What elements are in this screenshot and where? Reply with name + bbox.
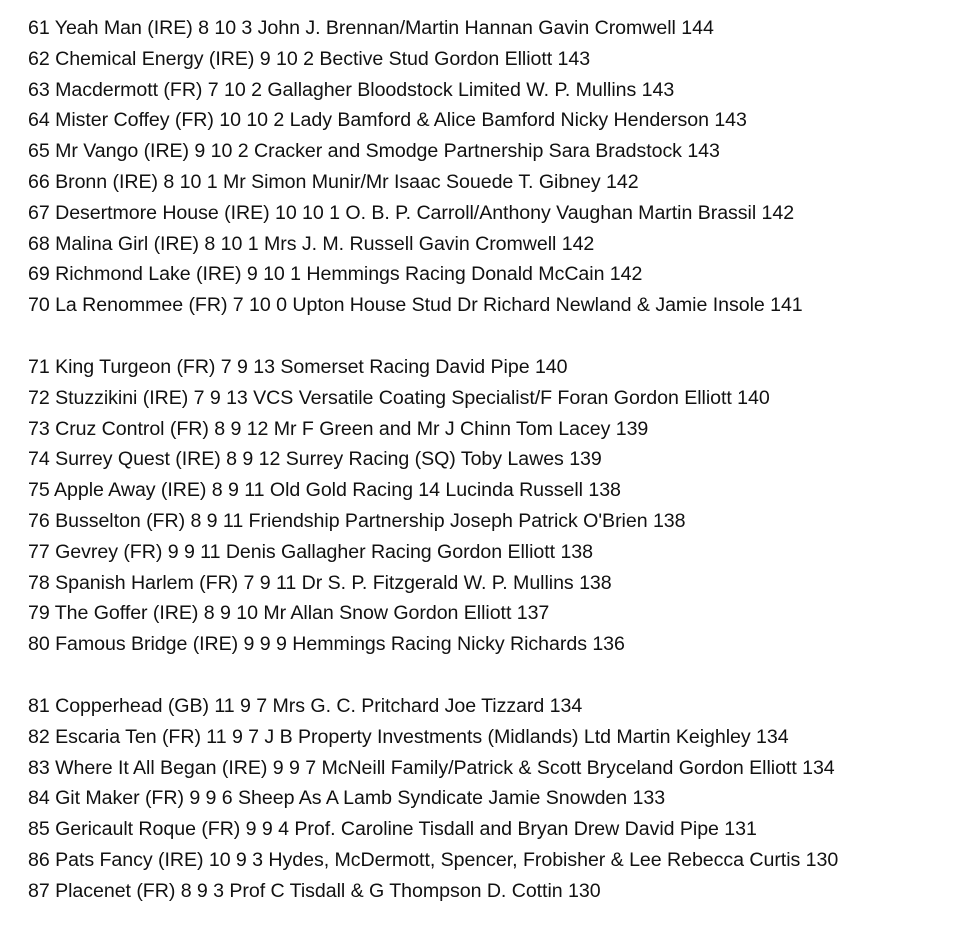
entry-line-84: 84 Git Maker (FR) 9 9 6 Sheep As A Lamb Syndicate Jamie Snowden 133 <box>28 787 666 810</box>
entry-line-66: 66 Bronn (IRE) 8 10 1 Mr Simon Munir/Mr Isaac Souede T. Gibney 142 <box>28 170 639 193</box>
entry-line-69: 69 Richmond Lake (IRE) 9 10 1 Hemmings Racing Donald McCain 142 <box>28 263 643 286</box>
entry-line-81: 81 Copperhead (GB) 11 9 7 Mrs G. C. Pritchard Joe Tizzard 134 <box>28 694 583 717</box>
entry-line-71: 71 King Turgeon (FR) 7 9 13 Somerset Racing David Pipe 140 <box>28 355 568 378</box>
entry-line-74: 74 Surrey Quest (IRE) 8 9 12 Surrey Racing (SQ) Toby Lawes 139 <box>28 448 602 471</box>
entry-line-75: 75 Apple Away (IRE) 8 9 11 Old Gold Racing 14 Lucinda Russell 138 <box>28 479 621 502</box>
entry-group-81-87 <box>28 691 948 907</box>
entry-line-68: 68 Malina Girl (IRE) 8 10 1 Mrs J. M. Russell Gavin Cromwell 142 <box>28 232 595 255</box>
entry-line-78: 78 Spanish Harlem (FR) 7 9 11 Dr S. P. Fitzgerald W. P. Mullins 138 <box>28 571 612 594</box>
entry-group-61-70 <box>28 13 948 321</box>
entry-line-67: 67 Desertmore House (IRE) 10 10 1 O. B. P. Carroll/Anthony Vaughan Martin Brassil 142 <box>28 201 795 224</box>
entry-line-77: 77 Gevrey (FR) 9 9 11 Denis Gallagher Racing Gordon Elliott 138 <box>28 540 593 563</box>
entry-line-86: 86 Pats Fancy (IRE) 10 9 3 Hydes, McDermott, Spencer, Frobisher & Lee Rebecca Curtis 130 <box>28 848 839 871</box>
entry-line-64: 64 Mister Coffey (FR) 10 10 2 Lady Bamford & Alice Bamford Nicky Henderson 143 <box>28 109 747 132</box>
entry-line-65: 65 Mr Vango (IRE) 9 10 2 Cracker and Smodge Partnership Sara Bradstock 143 <box>28 140 720 163</box>
entry-group-71-80 <box>28 352 948 660</box>
entry-line-73: 73 Cruz Control (FR) 8 9 12 Mr F Green and Mr J Chinn Tom Lacey 139 <box>28 417 649 440</box>
entry-line-82: 82 Escaria Ten (FR) 11 9 7 J B Property Investments (Midlands) Ltd Martin Keighley 134 <box>28 725 789 748</box>
entry-line-79: 79 The Goffer (IRE) 8 9 10 Mr Allan Snow Gordon Elliott 137 <box>28 602 550 625</box>
entry-line-63: 63 Macdermott (FR) 7 10 2 Gallagher Bloodstock Limited W. P. Mullins 143 <box>28 78 675 101</box>
entry-line-70: 70 La Renommee (FR) 7 10 0 Upton House Stud Dr Richard Newland & Jamie Insole 141 <box>28 294 803 317</box>
entry-line-83: 83 Where It All Began (IRE) 9 9 7 McNeill Family/Patrick & Scott Bryceland Gordon Elliott 134 <box>28 756 835 779</box>
entry-line-76: 76 Busselton (FR) 8 9 11 Friendship Partnership Joseph Patrick O'Brien 138 <box>28 509 686 532</box>
entry-line-85: 85 Gericault Roque (FR) 9 9 4 Prof. Caroline Tisdall and Bryan Drew David Pipe 131 <box>28 818 757 841</box>
entry-line-72: 72 Stuzzikini (IRE) 7 9 13 VCS Versatile Coating Specialist/F Foran Gordon Elliott 140 <box>28 386 770 409</box>
entry-line-87: 87 Placenet (FR) 8 9 3 Prof C Tisdall & G Thompson D. Cottin 130 <box>28 879 601 902</box>
entry-line-61: 61 Yeah Man (IRE) 8 10 3 John J. Brennan/Martin Hannan Gavin Cromwell 144 <box>28 17 714 39</box>
entry-line-62: 62 Chemical Energy (IRE) 9 10 2 Bective Stud Gordon Elliott 143 <box>28 47 591 70</box>
entries-document <box>28 13 948 907</box>
entry-line-80: 80 Famous Bridge (IRE) 9 9 9 Hemmings Racing Nicky Richards 136 <box>28 633 625 656</box>
